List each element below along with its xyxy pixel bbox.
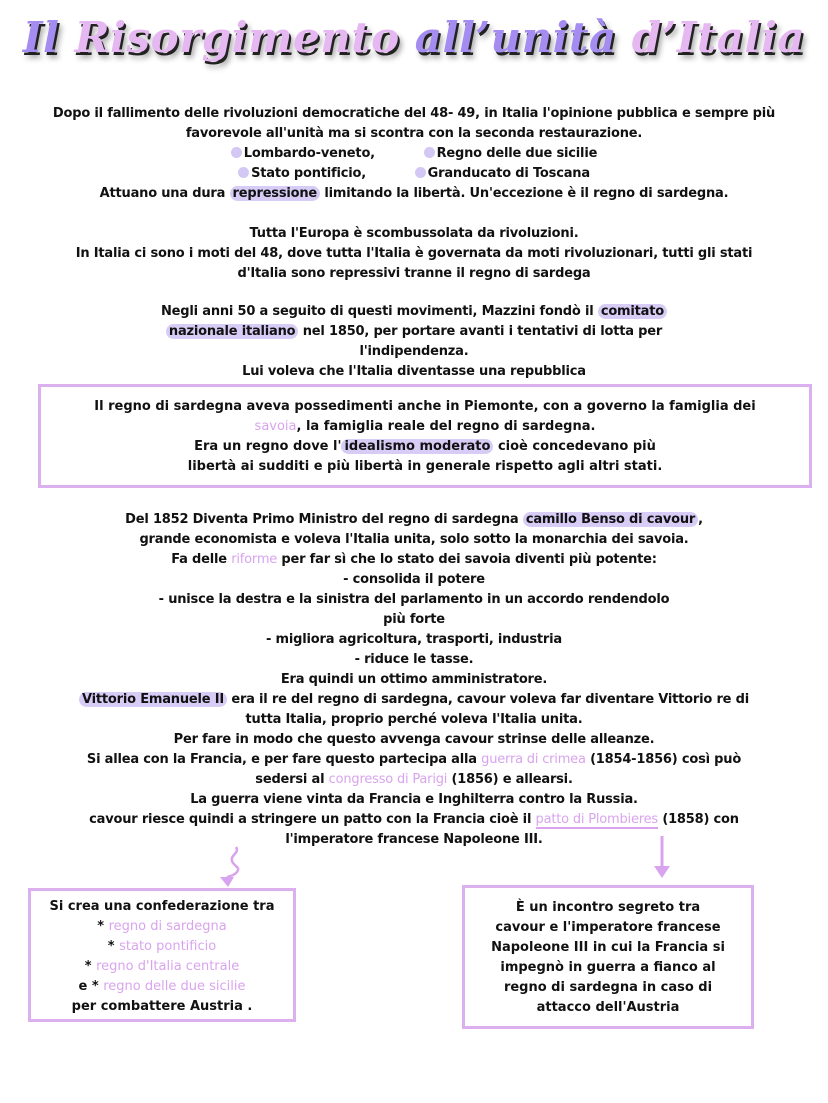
text-line: attacco dell'Austria — [536, 1000, 680, 1015]
bullet-icon: * — [107, 939, 115, 954]
bullet-dot-icon — [231, 147, 242, 158]
text-span: Si allea con la Francia, e per fare questo partecipa alla — [86, 752, 477, 767]
text-line: Si crea una confederazione tra — [49, 899, 275, 914]
text-line: È un incontro segreto tra — [515, 900, 701, 915]
text-line — [0, 750, 828, 770]
mazzini-section — [0, 302, 828, 382]
text-line: Il regno di sardegna aveva possedimenti anche in Piemonte, con a governo la famiglia dei — [94, 399, 756, 414]
state-item: Lombardo-veneto, — [243, 146, 375, 161]
text-span: Attuano una dura — [99, 186, 226, 201]
pink-term: riforme — [231, 552, 278, 567]
text-line: regno di sardegna in caso di — [503, 980, 713, 995]
list-item — [31, 957, 293, 977]
bullet-dot-icon — [424, 147, 435, 158]
list-item — [31, 977, 293, 997]
list-item — [31, 937, 293, 957]
text-span: e — [78, 979, 88, 994]
text-line: l'imperatore francese Napoleone III. — [285, 832, 543, 847]
europe-section — [0, 224, 828, 284]
pink-term: stato pontificio — [119, 939, 217, 954]
text-span: era il re del regno di sardegna, cavour voleva far diventare Vittorio re di — [231, 692, 749, 707]
text-span: , la famiglia reale del regno di sardegna. — [296, 419, 596, 434]
curly-arrow-icon — [218, 845, 248, 889]
reform-item: - consolida il potere — [343, 572, 485, 587]
text-line: l'indipendenza. — [359, 344, 469, 359]
states-row — [0, 164, 828, 184]
text-line — [0, 550, 828, 570]
text-line: favorevole all'unità ma si scontra con la seconda restaurazione. — [185, 126, 643, 141]
bullet-icon: * — [97, 919, 105, 934]
title-word: d’Italia — [631, 13, 806, 62]
text-line: libertà ai sudditi e più libertà in generale rispetto agli altri stati. — [187, 459, 663, 474]
bullet-dot-icon — [238, 167, 249, 178]
text-span: Negli anni 50 a seguito di questi movimenti, Mazzini fondò il — [161, 304, 594, 319]
pink-term: regno d'Italia centrale — [96, 959, 240, 974]
states-row — [0, 144, 828, 164]
reform-item: - migliora agricoltura, trasporti, industria — [266, 632, 562, 647]
reform-item: più forte — [383, 612, 445, 627]
text-span: cioè concedevano più — [497, 439, 656, 454]
cavour-section — [0, 510, 828, 850]
bullet-icon: * — [91, 979, 99, 994]
highlight-term: idealismo moderato — [341, 439, 493, 454]
text-span: (1858) con — [662, 812, 739, 827]
text-span: sedersi al — [255, 772, 325, 787]
text-line: Per fare in modo che questo avvenga cavour strinse delle alleanze. — [173, 732, 655, 747]
page-title — [0, 8, 828, 68]
text-span: (1854-1856) così può — [590, 752, 742, 767]
plombieres-box — [462, 885, 754, 1029]
text-line: Era quindi un ottimo amministratore. — [280, 672, 548, 687]
text-span: per far sì che lo stato dei savoia diventi più potente: — [281, 552, 657, 567]
highlight-term: camillo Benso di cavour — [523, 512, 698, 527]
sardinia-info-box — [38, 384, 812, 488]
text-line — [0, 690, 828, 710]
highlight-term: repressione — [230, 186, 321, 201]
text-span: cavour riesce quindi a stringere un patto con la Francia cioè il — [89, 812, 532, 827]
text-line — [0, 770, 828, 790]
title-word: Risorgimento — [74, 13, 400, 62]
text-line: cavour e l'imperatore francese — [495, 920, 721, 935]
text-span: Del 1852 Diventa Primo Ministro del regno di sardegna — [125, 512, 519, 527]
highlight-term: comitato — [598, 304, 667, 319]
text-span: Fa delle — [171, 552, 227, 567]
highlight-term: nazionale italiano — [166, 324, 299, 339]
reform-item: - unisce la destra e la sinistra del parlamento in un accordo rendendolo — [158, 592, 670, 607]
state-item: Granducato di Toscana — [427, 166, 590, 181]
down-arrow-icon — [652, 836, 672, 880]
text-line — [0, 184, 828, 204]
pink-term: congresso di Parigi — [328, 772, 448, 787]
text-span: (1856) e allearsi. — [451, 772, 573, 787]
pink-term: patto di Plombieres — [535, 812, 658, 827]
pink-term: guerra di crimea — [481, 752, 586, 767]
pink-term: regno delle due sicilie — [103, 979, 246, 994]
state-item: Stato pontificio, — [251, 166, 367, 181]
text-line: grande economista e voleva l'Italia unita, solo sotto la monarchia dei savoia. — [139, 532, 689, 547]
text-line: impegnò in guerra a fianco al — [500, 960, 716, 975]
text-line — [0, 322, 828, 342]
confederation-box — [28, 888, 296, 1022]
text-line — [0, 510, 828, 530]
text-line: Dopo il fallimento delle rivoluzioni democratiche del 48- 49, in Italia l'opinione pubblica e sempre più — [52, 106, 776, 121]
state-item: Regno delle due sicilie — [436, 146, 598, 161]
text-line — [41, 437, 809, 457]
highlight-term: Vittorio Emanuele II — [79, 692, 227, 707]
text-line — [0, 302, 828, 322]
title-word: Il — [22, 13, 60, 62]
bullet-dot-icon — [415, 167, 426, 178]
text-span: nel 1850, per portare avanti i tentativi di lotta per — [302, 324, 663, 339]
reform-item: - riduce le tasse. — [354, 652, 474, 667]
text-line: tutta Italia, proprio perché voleva l'Italia unita. — [245, 712, 583, 727]
bullet-icon: * — [84, 959, 92, 974]
text-line: La guerra viene vinta da Francia e Inghilterra contro la Russia. — [190, 792, 638, 807]
text-span: , — [698, 512, 703, 527]
pink-term: savoia — [254, 419, 297, 434]
title-word: all’unità — [414, 13, 617, 62]
text-line — [41, 417, 809, 437]
text-span: limitando la libertà. Un'eccezione è il regno di sardegna. — [324, 186, 729, 201]
list-item — [31, 917, 293, 937]
pink-term: regno di sardegna — [108, 919, 227, 934]
intro-section — [0, 104, 828, 204]
text-span: Era un regno dove l' — [194, 439, 342, 454]
text-line: Lui voleva che l'Italia diventasse una repubblica — [242, 364, 586, 379]
text-line: Napoleone III in cui la Francia si — [491, 940, 725, 955]
text-line: d'Italia sono repressivi tranne il regno di sardega — [237, 266, 591, 281]
text-line — [0, 810, 828, 830]
text-line: per combattere Austria . — [71, 999, 253, 1014]
text-line: Tutta l'Europa è scombussolata da rivoluzioni. — [249, 226, 579, 241]
text-line: In Italia ci sono i moti del 48, dove tutta l'Italia è governata da moti rivoluzionari, tutti gli stati — [75, 246, 753, 261]
